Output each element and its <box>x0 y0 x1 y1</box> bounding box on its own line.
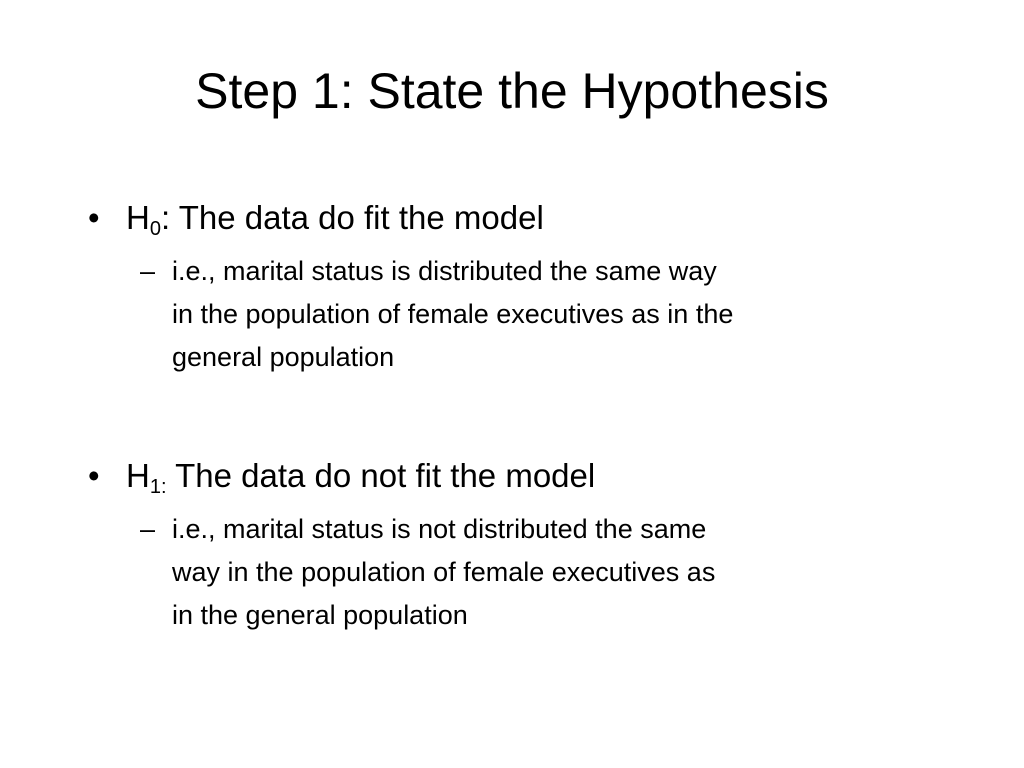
slide-title: Step 1: State the Hypothesis <box>195 63 829 119</box>
hypothesis-statement: : The data do fit the model <box>160 199 544 236</box>
sub-bullet-line: general population <box>172 342 395 372</box>
sub-bullet-text <box>172 508 962 637</box>
hypothesis-symbol: H <box>126 199 150 236</box>
sub-bullet-line: in the general population <box>172 600 468 630</box>
bullet-text <box>126 454 595 498</box>
sub-bullet-marker: – <box>140 256 156 286</box>
bullet-text <box>126 196 544 240</box>
sub-bullet-marker: – <box>140 514 156 544</box>
sub-bullet-line: i.e., marital status is not distributed the same <box>172 514 707 544</box>
bullet-marker: • <box>88 457 100 494</box>
hypothesis-subscript: 0 <box>149 218 161 240</box>
sub-bullet-line: way in the population of female executives as <box>172 557 716 587</box>
hypothesis-statement: The data do not fit the model <box>166 457 596 494</box>
sub-bullet-line: i.e., marital status is distributed the same way <box>172 256 717 286</box>
sub-bullet-line: in the population of female executives as in the <box>172 299 734 329</box>
bullet-marker: • <box>88 199 100 236</box>
hypothesis-symbol: H <box>126 457 150 494</box>
sub-bullet-text <box>172 250 962 379</box>
hypothesis-subscript: 1: <box>149 476 167 498</box>
